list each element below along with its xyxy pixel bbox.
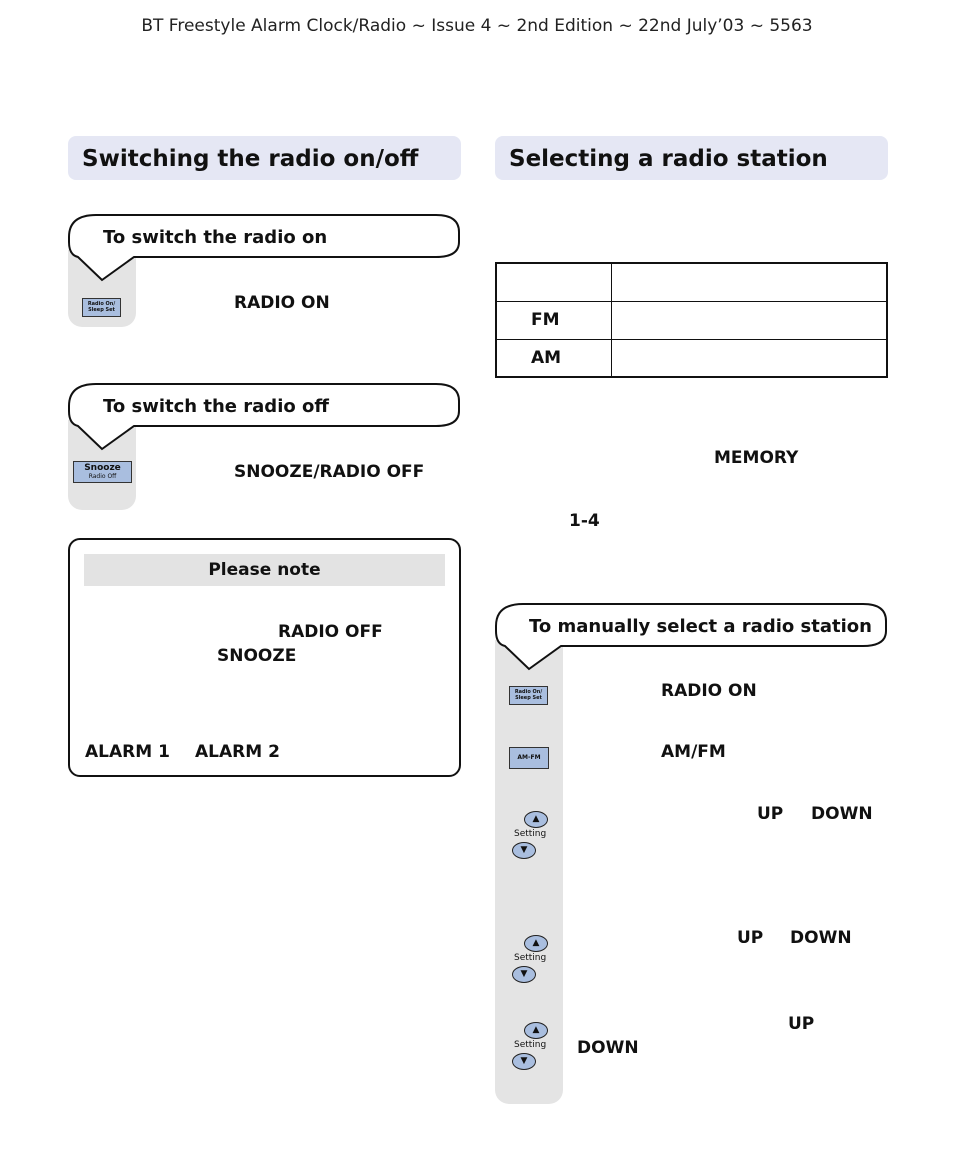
table-cell [611,339,887,377]
key-memory: MEMORY [714,448,799,468]
callout-bubble [493,601,889,673]
table-cell: AM [496,339,611,377]
key-up: UP [757,804,784,824]
down-arrow-icon: ▼ [512,842,536,859]
key-snooze-radio-off: SNOOZE/RADIO OFF [234,462,425,482]
document-header: BT Freestyle Alarm Clock/Radio ~ Issue 4 ~ 2nd Edition ~ 22nd July’03 ~ 5563 [141,16,813,36]
snooze-button-main-label: Snooze [84,463,121,473]
down-arrow-icon: ▼ [512,966,536,983]
key-down: DOWN [811,804,873,824]
preset-range: 1-4 [569,511,600,531]
table-row [496,301,887,339]
key-radio-on: RADIO ON [661,681,757,701]
key-alarm-1: ALARM 1 [85,742,170,762]
snooze-radio-off-button-icon [73,461,132,483]
key-radio-off: RADIO OFF [278,622,383,642]
key-snooze: SNOOZE [217,646,297,666]
up-arrow-icon: ▲ [524,811,548,828]
key-down: DOWN [790,928,852,948]
table-cell [611,301,887,339]
key-am-fm: AM/FM [661,742,726,762]
section-title-radio-on-off: Switching the radio on/off [68,136,461,180]
callout-bubble [66,212,462,284]
callout-label-switch-off: To switch the radio off [103,396,329,417]
down-arrow-icon: ▼ [512,1053,536,1070]
key-up: UP [788,1014,815,1034]
up-arrow-icon: ▲ [524,1022,548,1039]
callout-bubble [66,381,462,453]
radio-on-sleep-set-button-icon: Radio On/ Sleep Set [82,298,121,317]
table-row [496,339,887,377]
section-title-selecting-station: Selecting a radio station [495,136,888,180]
key-down: DOWN [577,1038,639,1058]
key-alarm-2: ALARM 2 [195,742,280,762]
setting-label: Setting [514,953,547,963]
radio-on-sleep-set-button-icon: Radio On/ Sleep Set [509,686,548,705]
setting-label: Setting [514,829,547,839]
key-radio-on: RADIO ON [234,293,330,313]
key-up: UP [737,928,764,948]
please-note-title: Please note [84,554,445,586]
table-cell [611,263,887,301]
up-arrow-icon: ▲ [524,935,548,952]
snooze-button-sub-label: Radio Off [88,473,117,480]
am-fm-button-icon: AM-FM [509,747,549,769]
table-row [496,263,887,301]
band-table [495,262,888,378]
setting-label: Setting [514,1040,547,1050]
callout-label-manual-select: To manually select a radio station [529,616,872,637]
table-cell: FM [496,301,611,339]
table-cell [496,263,611,301]
callout-label-switch-on: To switch the radio on [103,227,328,248]
